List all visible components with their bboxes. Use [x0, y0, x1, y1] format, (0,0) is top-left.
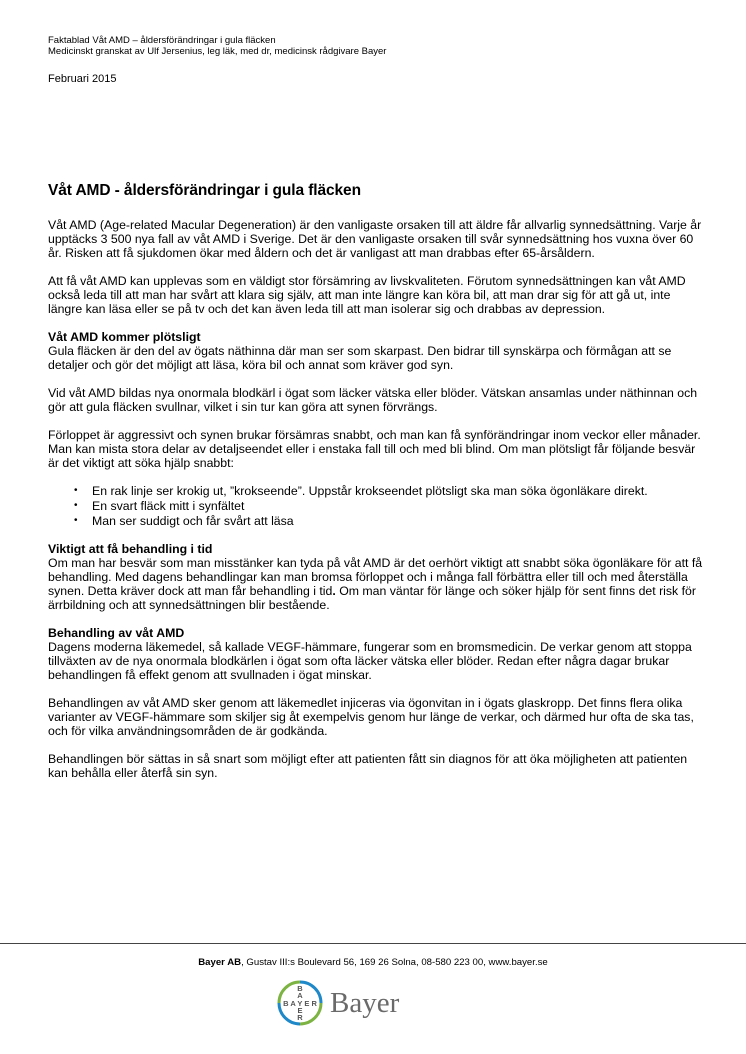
header-line-1: Faktablad Våt AMD – åldersförändringar i gula fläcken: [48, 35, 276, 46]
document-date: Februari 2015: [48, 73, 117, 85]
section-heading-treatment: Behandling av våt AMD: [48, 626, 185, 640]
intro-paragraph-1: Våt AMD (Age-related Macular Degeneration) är den vanligaste orsaken till att äldre får allvarlig synnedsättning. Varje år upptäcks 3 500 nya fall av våt AMD i Sverige. Det är den vanligaste orsaken till svår synnedsättning hos vuxna över 60 år. Risken att få sjukdomen ökar med åldern och det är vanligast att man drabbas efter 65-årsåldern.: [48, 218, 702, 260]
section3-paragraph-2: Behandlingen av våt AMD sker genom att läkemedlet injiceras via ögonvitan in i ögats glaskropp. Det finns flera olika varianter av VEGF-hämmare som skiljer sig åt exempelvis genom hur länge de verkar, och därmed hur ofta de ska tas, och för vilka användningsområden de är godkända.: [48, 696, 694, 738]
section2-text-a: Om man har besvär som man misstänker kan tyda på våt AMD är det oerhört viktigt att snabbt söka ögonläkare för att få behandling. Med dagens behandlingar kan man bromsa förloppet och i många fall förbättra eller till och med återställa synen. Detta kräver dock att man får behandling i tid: [48, 556, 703, 598]
section1-paragraph-2: Vid våt AMD bildas nya onormala blodkärl i ögat som läcker vätska eller blöder. Vätskan ansamlas under näthinnan och gör att gula fläcken svullnar, vilket i sin tur kan göra att synen förvrängs.: [48, 386, 698, 414]
bayer-cross-logo-icon: [276, 979, 324, 1027]
svg-text:E: E: [297, 1006, 303, 1015]
svg-text:B A Y E R: B A Y E R: [283, 999, 317, 1008]
footer-address: [0, 957, 746, 968]
symptom-list: [48, 484, 708, 528]
list-item: • En svart fläck mitt i synfältet: [92, 499, 708, 513]
list-item: • En rak linje ser krokig ut, ”krokseende”. Uppstår krokseendet plötsligt ska man söka ögonläkare direkt.: [92, 484, 708, 498]
document-body: [48, 182, 708, 794]
bayer-logo: [276, 979, 399, 1027]
svg-text:B: B: [297, 984, 303, 993]
header-line-2: Medicinskt granskat av Ulf Jersenius, leg läk, med dr, medicinsk rådgivare Bayer: [48, 46, 387, 57]
list-item: • Man ser suddigt och får svårt att läsa: [92, 514, 708, 528]
section1-paragraph-3: Förloppet är aggressivt och synen brukar försämras snabbt, och man kan få synförändringar inom veckor eller månader. Man kan mista stora delar av detaljseendet eller i enstaka fall till och med bli blind. Om man plötsligt får följande besvär är det viktigt att söka hjälp snabbt:: [48, 428, 701, 470]
document-header: [48, 35, 386, 57]
section-heading-treatment-in-time: Viktigt att få behandling i tid: [48, 542, 213, 556]
section1-paragraph-1: Gula fläcken är den del av ögats näthinna där man ser som skarpast. Den bidrar till synskärpa och förmågan att se detaljer och gör det möjligt att läsa, köra bil och annat som kräver god syn.: [48, 344, 672, 372]
section3-paragraph-1: Dagens moderna läkemedel, så kallade VEGF-hämmare, fungerar som en bromsmedicin. De verkar genom att stoppa tillväxten av de nya onormala blodkärlen i ögat som ofta läcker vätska eller blöder. Redan efter några dagar brukar behandlingen få effekt genom att svullnaden i ögat minskar.: [48, 640, 692, 682]
page-title: Våt AMD - åldersförändringar i gula fläcken: [48, 182, 361, 199]
footer-address-text: , Gustav III:s Boulevard 56, 169 26 Solna, 08-580 223 00, www.bayer.se: [241, 957, 548, 968]
footer-divider: [0, 943, 746, 944]
bayer-logo-text: Bayer: [330, 986, 400, 1019]
svg-text:R: R: [297, 1013, 303, 1022]
footer-company: Bayer AB: [198, 957, 242, 968]
section2-bold-period: .: [332, 584, 336, 598]
section2-text-b: Om man väntar för länge och söker hjälp för sent finns det risk för ärrbildning och att synnedsättningen blir bestående.: [48, 584, 696, 612]
svg-text:A: A: [297, 991, 303, 1000]
intro-paragraph-2: Att få våt AMD kan upplevas som en väldigt stor försämring av livskvaliteten. Förutom synnedsättningen kan våt AMD också leda till att man har svårt att klara sig själv, att man inte längre kan köra bil, att man drar sig för att gå ut, inte längre kan läsa eller se på tv och det kan även leda till att man isolerar sig och drabbas av depression.: [48, 274, 686, 316]
section-heading-sudden: Våt AMD kommer plötsligt: [48, 330, 201, 344]
section3-paragraph-3: Behandlingen bör sättas in så snart som möjligt efter att patienten fått sin diagnos för att öka möjligheten att patienten kan behålla eller återfå sin syn.: [48, 752, 688, 780]
section2-paragraph-1: [48, 556, 708, 612]
